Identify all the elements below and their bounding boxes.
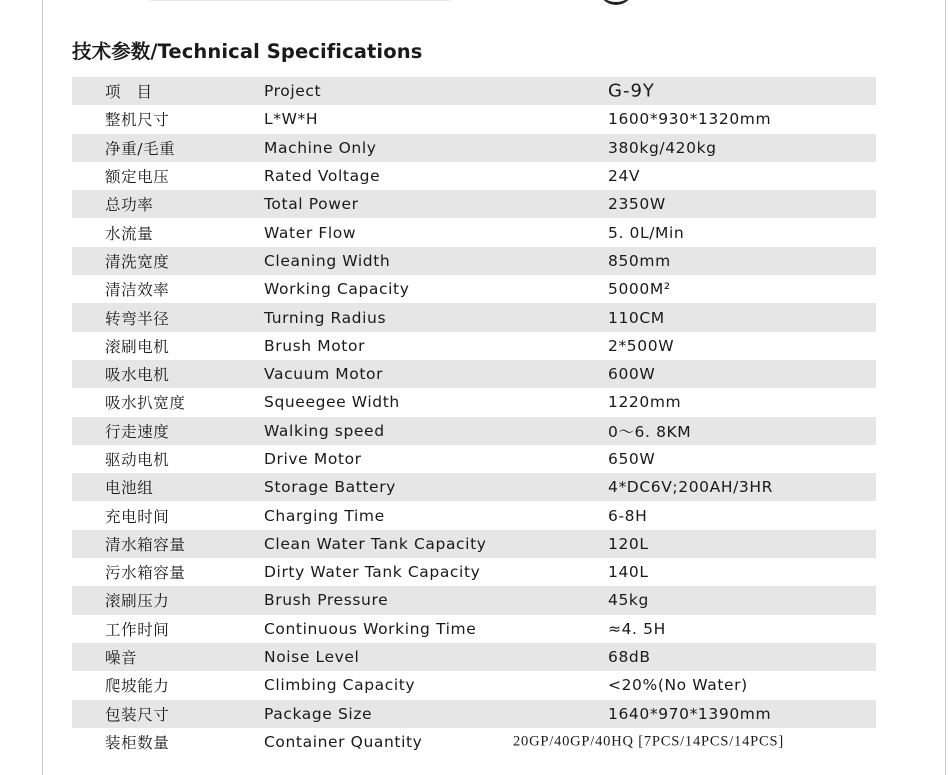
table-row	[72, 501, 876, 529]
spec-label-en: Brush Pressure	[264, 591, 389, 610]
page-title: 技术参数/Technical Specifications	[72, 40, 423, 63]
table-row	[72, 303, 876, 331]
spec-label-cn: 清洁效率	[105, 281, 170, 300]
spec-label-en: Rated Voltage	[264, 167, 381, 186]
spec-value: 6-8H	[608, 506, 648, 525]
table-row	[72, 586, 876, 614]
table-row	[72, 473, 876, 501]
spec-value: 140L	[608, 563, 649, 582]
table-row	[72, 671, 876, 699]
spec-value: 2*500W	[608, 336, 675, 355]
spec-value: 20GP/40GP/40HQ [7PCS/14PCS/14PCS]	[513, 733, 784, 750]
header-cn: 项目	[105, 83, 169, 102]
spec-label-en: Package Size	[264, 704, 373, 723]
spec-label-en: Climbing Capacity	[264, 676, 416, 695]
spec-label-cn: 充电时间	[105, 507, 170, 526]
spec-label-en: Cleaning Width	[264, 251, 391, 270]
table-row	[72, 530, 876, 558]
spec-label-cn: 工作时间	[105, 620, 170, 639]
table-row	[72, 162, 876, 190]
spec-label-en: Working Capacity	[264, 280, 410, 299]
spec-value: 5. 0L/Min	[608, 223, 685, 242]
spec-label-en: Water Flow	[264, 223, 357, 242]
spec-label-en: Container Quantity	[264, 732, 423, 751]
table-row	[72, 332, 876, 360]
spec-label-en: Drive Motor	[264, 450, 362, 468]
spec-label-en: Dirty Water Tank Capacity	[264, 563, 481, 582]
table-row	[72, 445, 876, 473]
spec-value: 5000M²	[608, 280, 671, 299]
spec-label-cn: 清水箱容量	[105, 535, 186, 554]
table-row	[72, 388, 876, 416]
spec-value: 110CM	[608, 308, 665, 327]
spec-label-en: Brush Motor	[264, 336, 366, 355]
spec-label-en: Noise Level	[264, 648, 360, 667]
spec-label-cn: 吸水扒宽度	[105, 394, 186, 413]
spec-value: 2350W	[608, 195, 666, 214]
spec-label-en: Continuous Working Time	[264, 619, 477, 638]
spec-label-cn: 爬坡能力	[105, 677, 170, 696]
table-row	[72, 700, 876, 728]
table-row	[72, 190, 876, 218]
spec-label-cn: 滚刷电机	[105, 337, 170, 356]
spec-label-en: L*W*H	[264, 110, 319, 129]
header-en: Project	[264, 82, 322, 101]
spec-label-cn: 总功率	[105, 196, 154, 215]
table-row	[72, 643, 876, 671]
spec-label-en: Squeegee Width	[264, 393, 400, 412]
spec-value: 4*DC6V;200AH/3HR	[608, 478, 774, 497]
spec-value: 68dB	[608, 648, 651, 667]
spec-value: 380kg/420kg	[608, 138, 717, 157]
spec-label-en: Machine Only	[264, 138, 377, 157]
spec-value: 0～6. 8KM	[608, 422, 692, 441]
spec-label-cn: 装柜数量	[105, 733, 170, 752]
header-model: G-9Y	[608, 80, 655, 102]
table-row	[72, 247, 876, 275]
spec-value: 1220mm	[608, 393, 682, 412]
spec-label-cn: 行走速度	[105, 422, 170, 441]
spec-label-cn: 整机尺寸	[105, 111, 170, 130]
table-row	[72, 417, 876, 445]
spec-label-cn: 净重/毛重	[105, 139, 176, 158]
table-row	[72, 275, 876, 303]
spec-label-cn: 水流量	[105, 224, 154, 243]
table-row	[72, 218, 876, 246]
table-row	[72, 360, 876, 388]
spec-value: 120L	[608, 534, 649, 553]
spec-label-cn: 污水箱容量	[105, 564, 186, 583]
spec-label-en: Clean Water Tank Capacity	[264, 534, 487, 553]
table-header-row	[72, 77, 876, 105]
spec-label-cn: 噪音	[105, 649, 138, 668]
table-row	[72, 728, 876, 756]
spec-label-cn: 额定电压	[105, 168, 170, 187]
spec-label-en: Vacuum Motor	[264, 365, 384, 384]
table-row	[72, 558, 876, 586]
spec-table	[72, 77, 876, 756]
spec-value: 600W	[608, 365, 656, 384]
spec-label-cn: 电池组	[105, 479, 154, 498]
spec-label-cn: 清洗宽度	[105, 252, 170, 271]
spec-value: 650W	[608, 450, 656, 468]
table-row	[72, 134, 876, 162]
spec-value: 1600*930*1320mm	[608, 110, 772, 129]
spec-value: 1640*970*1390mm	[608, 704, 772, 723]
table-row	[72, 105, 876, 133]
spec-value: ≈4. 5H	[608, 619, 666, 638]
spec-value: 45kg	[608, 591, 649, 610]
spec-value: 24V	[608, 167, 641, 186]
spec-label-en: Storage Battery	[264, 478, 396, 497]
spec-label-cn: 包装尺寸	[105, 705, 170, 724]
top-divider	[150, 0, 450, 1]
spec-label-cn: 滚刷压力	[105, 592, 170, 611]
spec-label-en: Turning Radius	[264, 308, 387, 327]
spec-label-en: Walking speed	[264, 421, 385, 440]
spec-value: <20%(No Water)	[608, 676, 748, 695]
spec-label-en: Total Power	[264, 195, 359, 214]
spec-label-cn: 吸水电机	[105, 366, 170, 385]
spec-label-cn: 驱动电机	[105, 451, 170, 469]
spec-label-en: Charging Time	[264, 506, 385, 525]
table-body	[72, 105, 876, 756]
table-row	[72, 615, 876, 643]
spec-label-cn: 转弯半径	[105, 309, 170, 328]
spec-value: 850mm	[608, 251, 671, 270]
